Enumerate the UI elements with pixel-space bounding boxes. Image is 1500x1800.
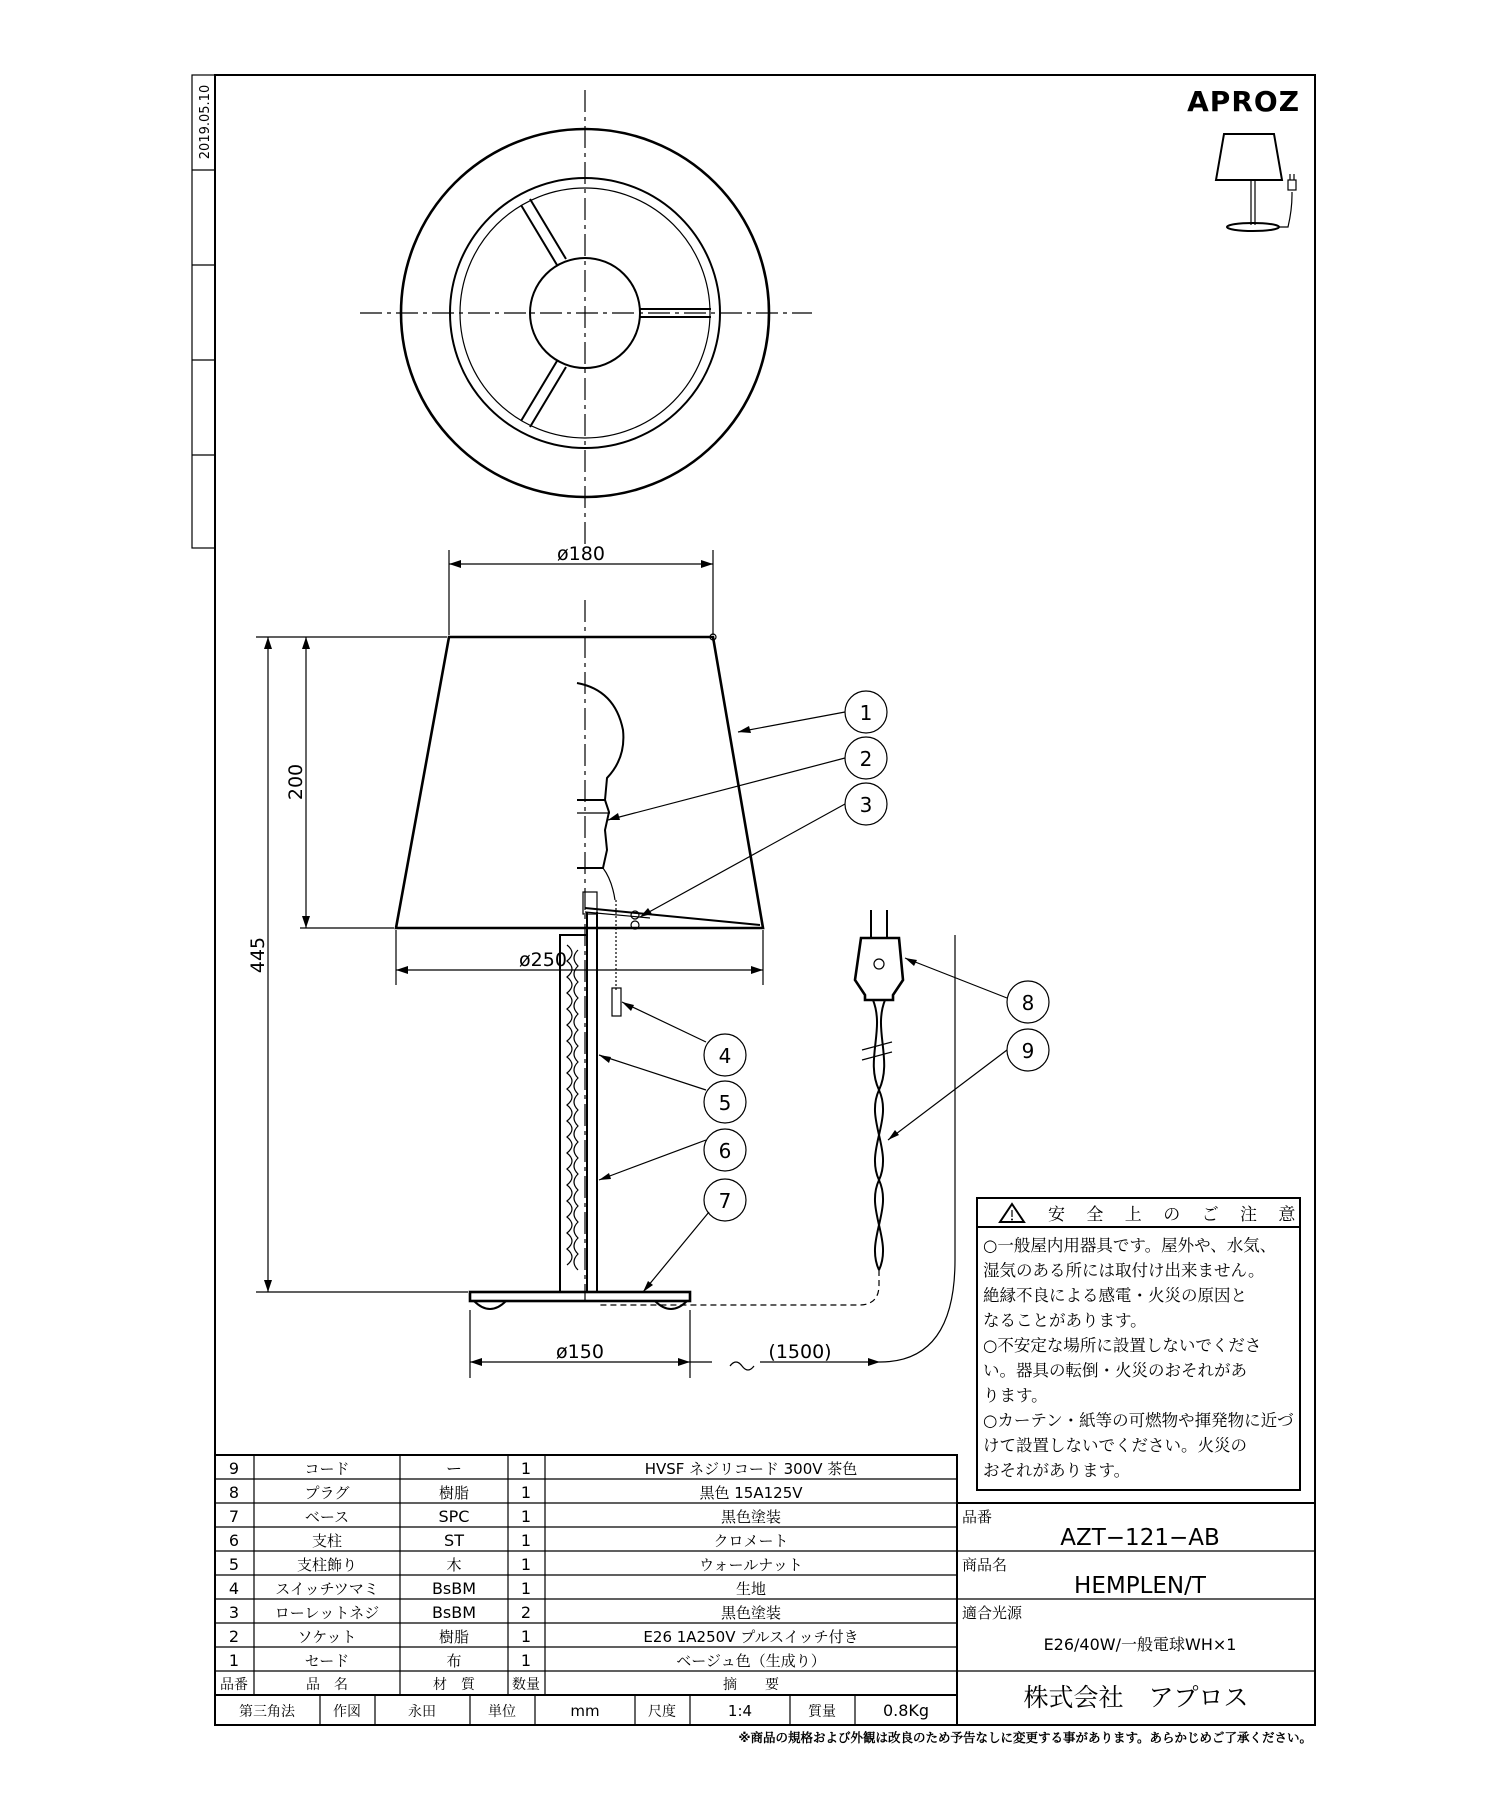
front-view <box>396 600 763 1309</box>
parts-row <box>229 1555 803 1574</box>
part-material: ー <box>445 1459 463 1478</box>
base <box>470 1292 690 1301</box>
part-name: コード <box>304 1460 350 1478</box>
callout-4: 4 <box>718 1044 732 1068</box>
safety-line: ○不安定な場所に設置しないでくださ <box>983 1336 1262 1355</box>
parts-row <box>229 1483 803 1502</box>
callout-8: 8 <box>1021 991 1035 1015</box>
part-note: クロメート <box>713 1532 789 1550</box>
brand-logo: APROZ <box>1187 85 1300 118</box>
safety-line: けて設置しないでください。火災の <box>983 1436 1247 1455</box>
callout-9: 9 <box>1021 1039 1035 1063</box>
parts-row <box>229 1507 781 1526</box>
safety-line: なることがあります。 <box>983 1311 1147 1330</box>
part-material: 布 <box>446 1652 462 1670</box>
callout-5: 5 <box>718 1091 732 1115</box>
part-note: ベージュ色（生成り） <box>676 1652 826 1670</box>
part-qty: 2 <box>520 1603 532 1622</box>
part-name: スイッチツマミ <box>275 1580 379 1598</box>
disclaimer-note: ※商品の規格および外観は改良のため予告なしに変更する事があります。あらかじめご了承ください。 <box>738 1730 1312 1745</box>
part-note: 黒色 15A125V <box>699 1484 803 1502</box>
part-no: 5 <box>228 1555 240 1574</box>
company-name: 株式会社 アプロス <box>1023 1683 1249 1712</box>
weight-value: 0.8Kg <box>882 1701 930 1720</box>
safety-line: 湿気のある所には取付け出来ません。 <box>983 1261 1265 1280</box>
part-note: E26 1A250V プルスイッチ付き <box>643 1628 859 1646</box>
product-no-label: 品番 <box>962 1508 993 1526</box>
safety-line: ります。 <box>983 1386 1048 1405</box>
part-qty: 1 <box>520 1579 532 1598</box>
header-name: 品 名 <box>306 1677 348 1693</box>
header-material: 材 質 <box>433 1677 475 1693</box>
part-name: セード <box>304 1652 350 1670</box>
parts-row <box>229 1459 857 1478</box>
part-qty: 1 <box>520 1555 532 1574</box>
header-no: 品番 <box>220 1677 248 1693</box>
warning-icon <box>1000 1204 1024 1222</box>
part-qty: 1 <box>520 1459 532 1478</box>
part-note: 黒色塗装 <box>720 1508 782 1526</box>
part-no: 7 <box>228 1507 240 1526</box>
part-note: HVSF ネジリコード 300V 茶色 <box>644 1460 858 1478</box>
part-material: 樹脂 <box>438 1484 470 1502</box>
title-footer <box>239 1701 929 1720</box>
revision-date: 2019.05.10 <box>198 84 213 160</box>
parts-row <box>229 1627 859 1646</box>
part-note: 生地 <box>735 1580 767 1598</box>
part-name: 支柱 <box>311 1532 343 1550</box>
dim-bottom-diameter: ø250 <box>519 949 567 971</box>
safety-notice <box>977 1198 1303 1490</box>
part-qty: 1 <box>520 1507 532 1526</box>
dim-top-diameter: ø180 <box>557 543 605 565</box>
part-qty: 1 <box>520 1651 532 1670</box>
callout-3: 3 <box>859 793 873 817</box>
safety-title: 安 全 上 の ご 注 意 <box>1048 1205 1304 1225</box>
dim-total-height: 445 <box>247 936 269 974</box>
top-view <box>360 90 812 545</box>
callout-7: 7 <box>718 1189 732 1213</box>
part-qty: 1 <box>520 1483 532 1502</box>
safety-line: 絶縁不良による感電・火災の原因と <box>983 1286 1247 1305</box>
product-name-label: 商品名 <box>962 1556 1008 1574</box>
part-name: ベース <box>304 1508 350 1526</box>
dim-cord-length: (1500) <box>768 1341 832 1363</box>
parts-row <box>229 1603 781 1622</box>
part-no: 3 <box>228 1603 240 1622</box>
part-name: 支柱飾り <box>296 1556 358 1574</box>
parts-row <box>229 1579 766 1598</box>
light-source: E26/40W/一般電球WH×1 <box>1043 1635 1237 1654</box>
dim-shade-height: 200 <box>285 763 307 801</box>
callout-2: 2 <box>859 747 873 771</box>
parts-header <box>220 1676 779 1693</box>
part-note: 黒色塗装 <box>720 1604 782 1622</box>
callouts <box>599 691 1049 1292</box>
product-name: HEMPLEN/T <box>1074 1573 1206 1599</box>
info-block <box>957 1503 1315 1725</box>
socket <box>577 800 609 868</box>
part-note: ウォールナット <box>699 1556 803 1574</box>
callout-1: 1 <box>859 701 873 725</box>
part-material: BsBM <box>431 1579 477 1598</box>
drawn-label: 作図 <box>333 1704 361 1720</box>
safety-line: い。器具の転倒・火災のおそれがあ <box>983 1361 1247 1380</box>
part-no: 2 <box>228 1627 240 1646</box>
shade <box>396 637 763 928</box>
scale-value: 1:4 <box>727 1702 753 1720</box>
header-qty: 数量 <box>512 1677 540 1693</box>
part-material: SPC <box>438 1507 470 1526</box>
part-no: 8 <box>228 1483 240 1502</box>
unit-label: 単位 <box>488 1704 516 1720</box>
part-no: 9 <box>228 1459 240 1478</box>
bulb <box>577 683 623 800</box>
part-no: 4 <box>228 1579 240 1598</box>
parts-row <box>229 1651 826 1670</box>
part-name: ローレットネジ <box>274 1604 380 1622</box>
part-no: 1 <box>228 1651 240 1670</box>
lamp-thumbnail-icon <box>1216 134 1296 231</box>
light-source-label: 適合光源 <box>962 1604 1023 1622</box>
parts-table <box>215 1455 957 1725</box>
switch-knob <box>612 988 621 1016</box>
dim-base-diameter: ø150 <box>556 1341 604 1363</box>
safety-line: おそれがあります。 <box>983 1461 1131 1480</box>
projection-label: 第三角法 <box>239 1704 295 1720</box>
drawn-by: 永田 <box>408 1704 436 1720</box>
scale-label: 尺度 <box>648 1704 676 1720</box>
part-qty: 1 <box>520 1627 532 1646</box>
part-material: ST <box>444 1531 464 1550</box>
part-material: 樹脂 <box>438 1628 470 1646</box>
safety-line: ○カーテン・紙等の可燃物や揮発物に近づ <box>983 1411 1294 1430</box>
safety-line: ○一般屋内用器具です。屋外や、水気、 <box>983 1236 1277 1255</box>
product-no: AZT−121−AB <box>1060 1525 1220 1551</box>
part-qty: 1 <box>520 1531 532 1550</box>
part-no: 6 <box>228 1531 240 1550</box>
part-name: ソケット <box>297 1628 357 1646</box>
dimensions <box>247 543 880 1378</box>
part-name: プラグ <box>304 1484 350 1502</box>
plug-and-cord <box>600 910 955 1362</box>
weight-label: 質量 <box>808 1704 836 1720</box>
callout-6: 6 <box>718 1139 732 1163</box>
header-note: 摘 要 <box>723 1677 779 1693</box>
part-material: BsBM <box>431 1603 477 1622</box>
part-material: 木 <box>446 1556 462 1574</box>
parts-row <box>229 1531 789 1550</box>
unit-value: mm <box>570 1702 600 1720</box>
